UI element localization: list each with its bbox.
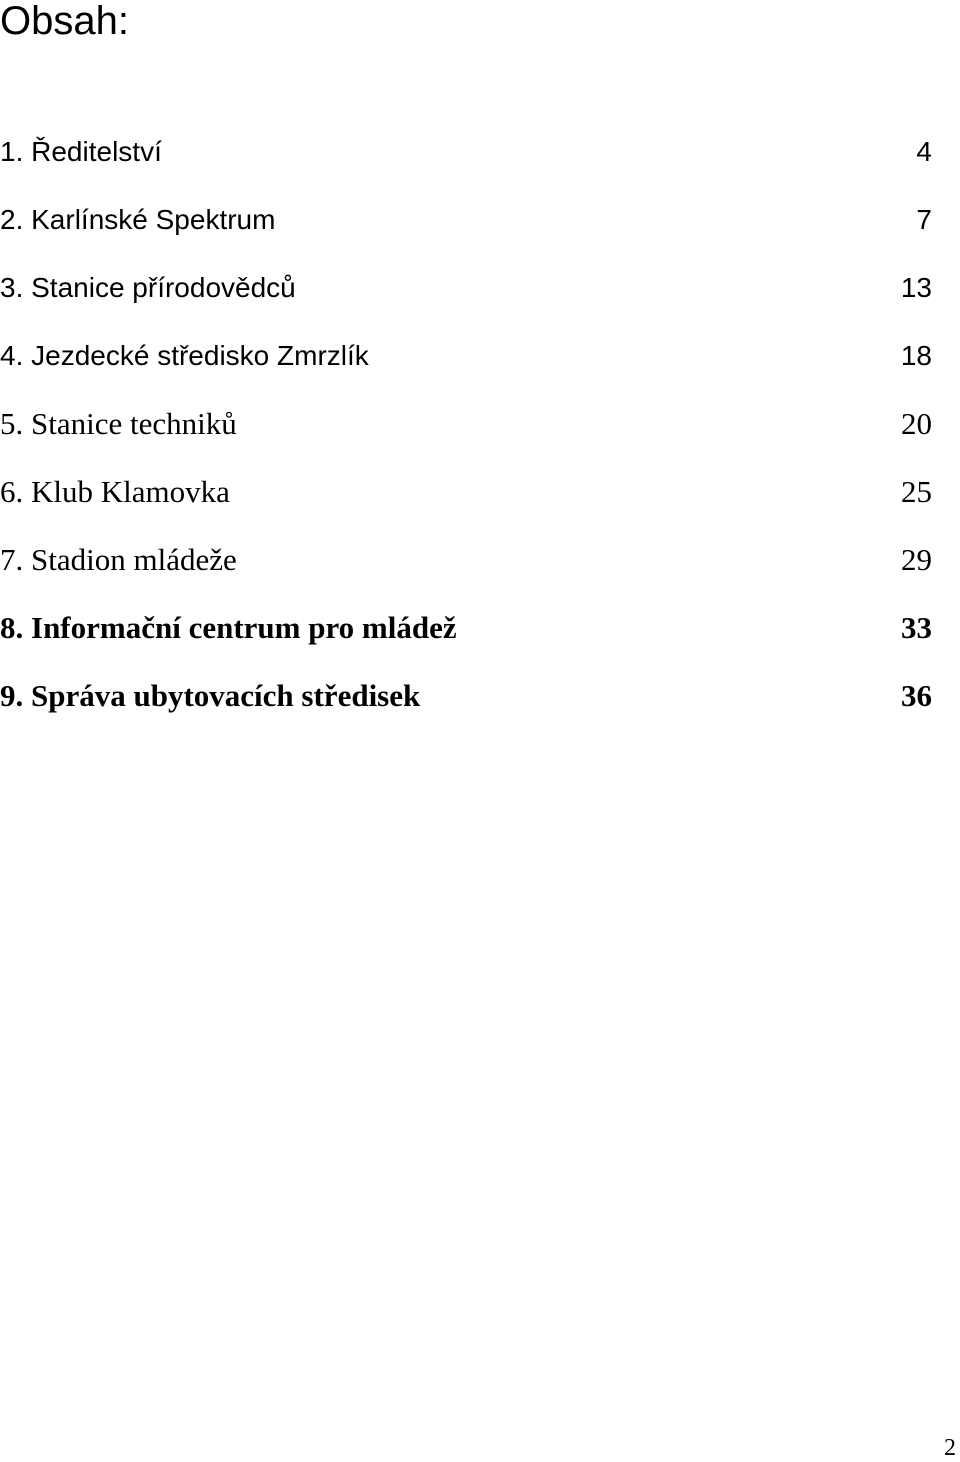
toc-entry-stadion-mladeze [0, 538, 932, 606]
toc-entry-page: 18 [900, 340, 932, 371]
toc-entry-title: 7. Stadion mládeže [0, 542, 237, 577]
toc-entry-informacni-centrum [0, 606, 932, 674]
toc-entry-page: 25 [901, 474, 932, 509]
table-of-contents [0, 130, 932, 742]
toc-entry-title: 8. Informační centrum pro mládež [0, 610, 457, 645]
page-title: Obsah: [0, 0, 129, 43]
toc-entry-klub-klamovka [0, 470, 932, 538]
toc-entry-title: 2. Karlínské Spektrum [0, 204, 276, 235]
toc-entry-stanice-prirodovedcu [0, 266, 932, 334]
toc-entry-reditelstvi [0, 130, 932, 198]
toc-entry-title: 9. Správa ubytovacích středisek [0, 678, 421, 713]
toc-entry-title: 5. Stanice techniků [0, 406, 237, 441]
toc-entry-page: 7 [916, 204, 932, 235]
toc-entry-title: 3. Stanice přírodovědců [0, 272, 296, 303]
toc-entry-page: 13 [900, 272, 932, 303]
toc-entry-stanice-techniku [0, 402, 932, 470]
toc-entry-page: 33 [901, 610, 932, 645]
toc-entry-jezdecke-stredisko [0, 334, 932, 402]
page-number: 2 [944, 1435, 956, 1461]
toc-entry-karlinske-spektrum [0, 198, 932, 266]
toc-entry-page: 20 [901, 406, 932, 441]
toc-entry-title: 4. Jezdecké středisko Zmrzlík [0, 340, 369, 371]
toc-entry-sprava-ubytovacich [0, 674, 932, 742]
toc-entry-page: 29 [901, 542, 932, 577]
toc-entry-page: 4 [916, 136, 932, 167]
toc-entry-page: 36 [901, 678, 932, 713]
toc-entry-title: 1. Ředitelství [0, 136, 162, 167]
toc-entry-title: 6. Klub Klamovka [0, 474, 230, 509]
